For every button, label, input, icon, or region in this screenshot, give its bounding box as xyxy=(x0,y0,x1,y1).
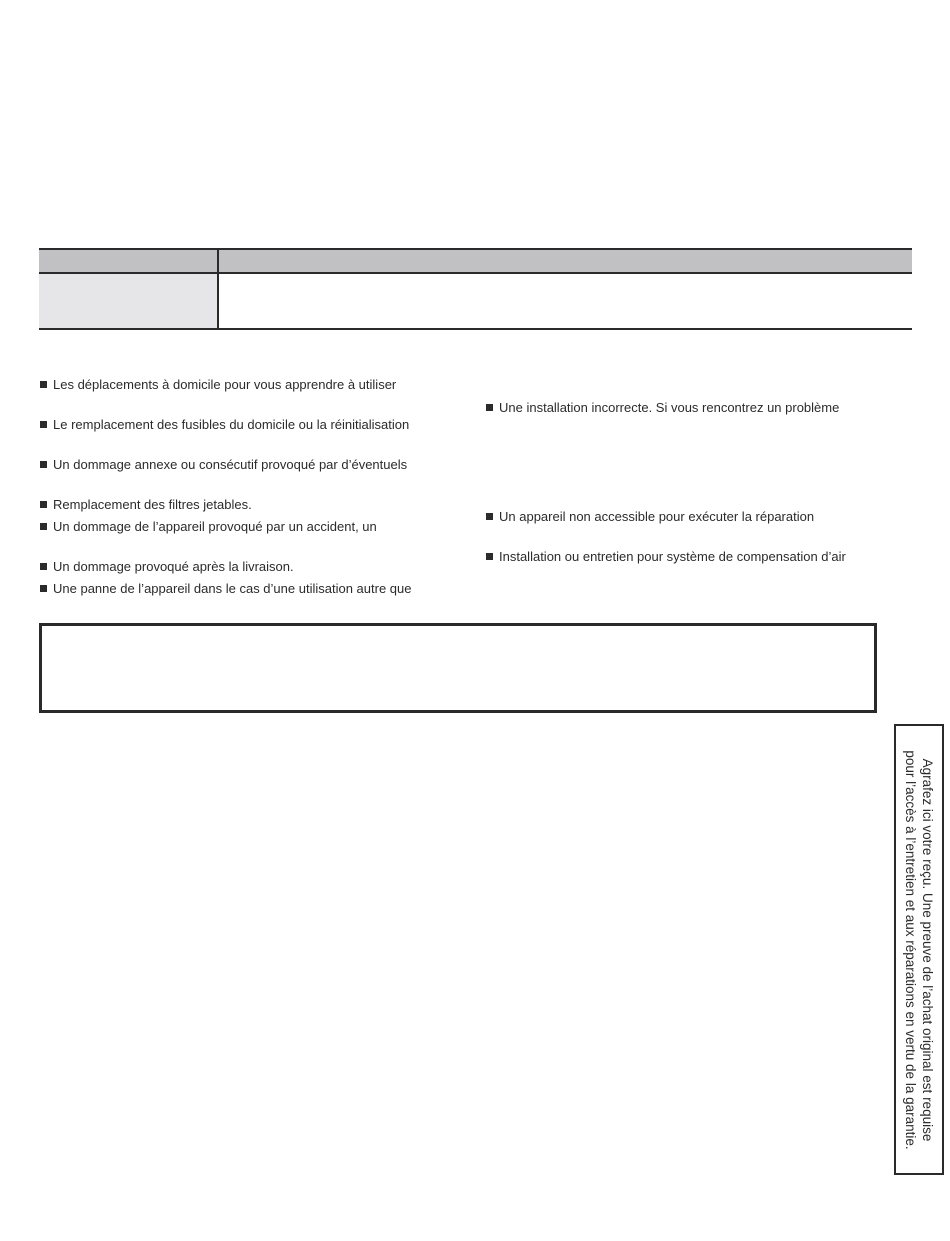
bullet-icon xyxy=(40,523,47,530)
warranty-table-column-divider xyxy=(217,250,219,328)
exclusion-item: Un dommage provoqué après la livraison. xyxy=(40,559,294,575)
warranty-table-period-cell xyxy=(39,274,218,328)
bullet-icon xyxy=(40,563,47,570)
bullet-icon xyxy=(40,461,47,468)
bullet-icon xyxy=(40,421,47,428)
warranty-table-header xyxy=(39,250,912,274)
exclusion-item: Les déplacements à domicile pour vous apprendre à utiliser xyxy=(40,377,396,393)
exclusion-item: Une panne de l’appareil dans le cas d’une utilisation autre que xyxy=(40,581,411,597)
exclusion-item: Une installation incorrecte. Si vous rencontrez un problème xyxy=(486,400,839,416)
exclusion-item: Le remplacement des fusibles du domicile ou la réinitialisation xyxy=(40,417,409,433)
bullet-icon xyxy=(486,513,493,520)
bullet-icon xyxy=(40,501,47,508)
bullet-icon xyxy=(40,585,47,592)
notice-box xyxy=(39,623,877,713)
exclusion-item: Un dommage de l’appareil provoqué par un accident, un xyxy=(40,519,377,535)
staple-receipt-box xyxy=(894,724,944,1175)
warranty-table xyxy=(39,248,912,330)
exclusion-item: Installation ou entretien pour système de compensation d’air xyxy=(486,549,846,565)
bullet-icon xyxy=(486,404,493,411)
bullet-icon xyxy=(40,381,47,388)
exclusion-item: Un dommage annexe ou consécutif provoqué par d’éventuels xyxy=(40,457,407,473)
bullet-icon xyxy=(486,553,493,560)
exclusion-item: Un appareil non accessible pour exécuter la réparation xyxy=(486,509,814,525)
exclusion-item: Remplacement des filtres jetables. xyxy=(40,497,252,513)
staple-receipt-note: Agrafez ici votre reçu. Une preuve de l’achat original est requise pour l’accès à l’entretien et aux réparations en vertu de la garantie. xyxy=(903,749,935,1150)
